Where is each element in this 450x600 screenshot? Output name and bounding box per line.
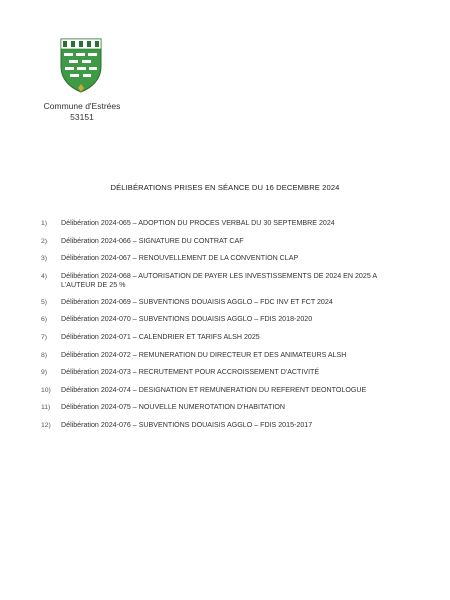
- item-text: Délibération 2024-072 – REMUNERATION DU DIRECTEUR ET DES ANIMATEURS ALSH: [61, 350, 347, 359]
- item-text: Délibération 2024-067 – RENOUVELLEMENT DE LA CONVENTION CLAP: [61, 254, 299, 263]
- item-number: 9): [41, 369, 48, 377]
- item-number: 3): [41, 255, 48, 263]
- list-item: [41, 420, 380, 430]
- item-text: Délibération 2024-071 – CALENDRIER ET TARIFS ALSH 2025: [61, 332, 260, 341]
- item-text: Délibération 2024-068 – AUTORISATION DE PAYER LES INVESTISSEMENTS DE 2024 EN 2025 A L'AUTEUR DE 25 %: [61, 271, 377, 289]
- coat-of-arms-icon: [58, 36, 104, 94]
- item-number: 11): [41, 404, 51, 412]
- item-number: 12): [41, 421, 51, 429]
- item-number: 1): [41, 220, 48, 227]
- commune-block: [40, 101, 124, 123]
- postal-code: 53151: [70, 112, 94, 122]
- item-text: Délibération 2024-076 – SUBVENTIONS DOUAISIS AGGLO – FDIS 2015-2017: [61, 420, 313, 429]
- list-item: [41, 236, 380, 246]
- item-text: Délibération 2024-074 – DESIGNATION ET REMUNERATION DU REFERENT DEONTOLOGUE: [61, 385, 367, 394]
- item-text: Délibération 2024-075 – NOUVELLE NUMEROTATION D'HABITATION: [61, 403, 285, 412]
- list-item: [41, 254, 380, 263]
- list-item: [41, 350, 380, 360]
- page-title: DÉLIBÉRATIONS PRISES EN SÉANCE DU 16 DECEMBRE 2024: [110, 183, 340, 192]
- item-text: Délibération 2024-073 – RECRUTEMENT POUR ACCROISSEMENT D'ACTIVITÉ: [61, 368, 320, 377]
- item-text: Délibération 2024-065 – ADOPTION DU PROCES VERBAL DU 30 SEPTEMBRE 2024: [61, 219, 335, 227]
- deliberation-list: [41, 219, 380, 439]
- list-item: [41, 332, 380, 342]
- item-number: 6): [41, 316, 48, 324]
- list-item: [41, 271, 380, 290]
- item-number: 10): [41, 386, 51, 394]
- item-number: 7): [41, 333, 48, 341]
- list-item: [41, 385, 380, 395]
- item-number: 5): [41, 298, 48, 306]
- item-text: Délibération 2024-066 – SIGNATURE DU CONTRAT CAF: [61, 236, 244, 245]
- list-item: [41, 315, 380, 324]
- list-item: [41, 219, 380, 228]
- list-item: [41, 297, 380, 307]
- list-item: [41, 368, 380, 377]
- item-text: Délibération 2024-069 – SUBVENTIONS DOUAISIS AGGLO – FDC INV ET FCT 2024: [61, 297, 333, 306]
- item-number: 8): [41, 351, 48, 359]
- commune-name: Commune d'Estrées: [43, 101, 121, 111]
- list-item: [41, 403, 380, 412]
- item-number: 4): [41, 272, 48, 280]
- item-text: Délibération 2024-070 – SUBVENTIONS DOUAISIS AGGLO – FDIS 2018-2020: [61, 315, 313, 324]
- item-number: 2): [41, 237, 48, 245]
